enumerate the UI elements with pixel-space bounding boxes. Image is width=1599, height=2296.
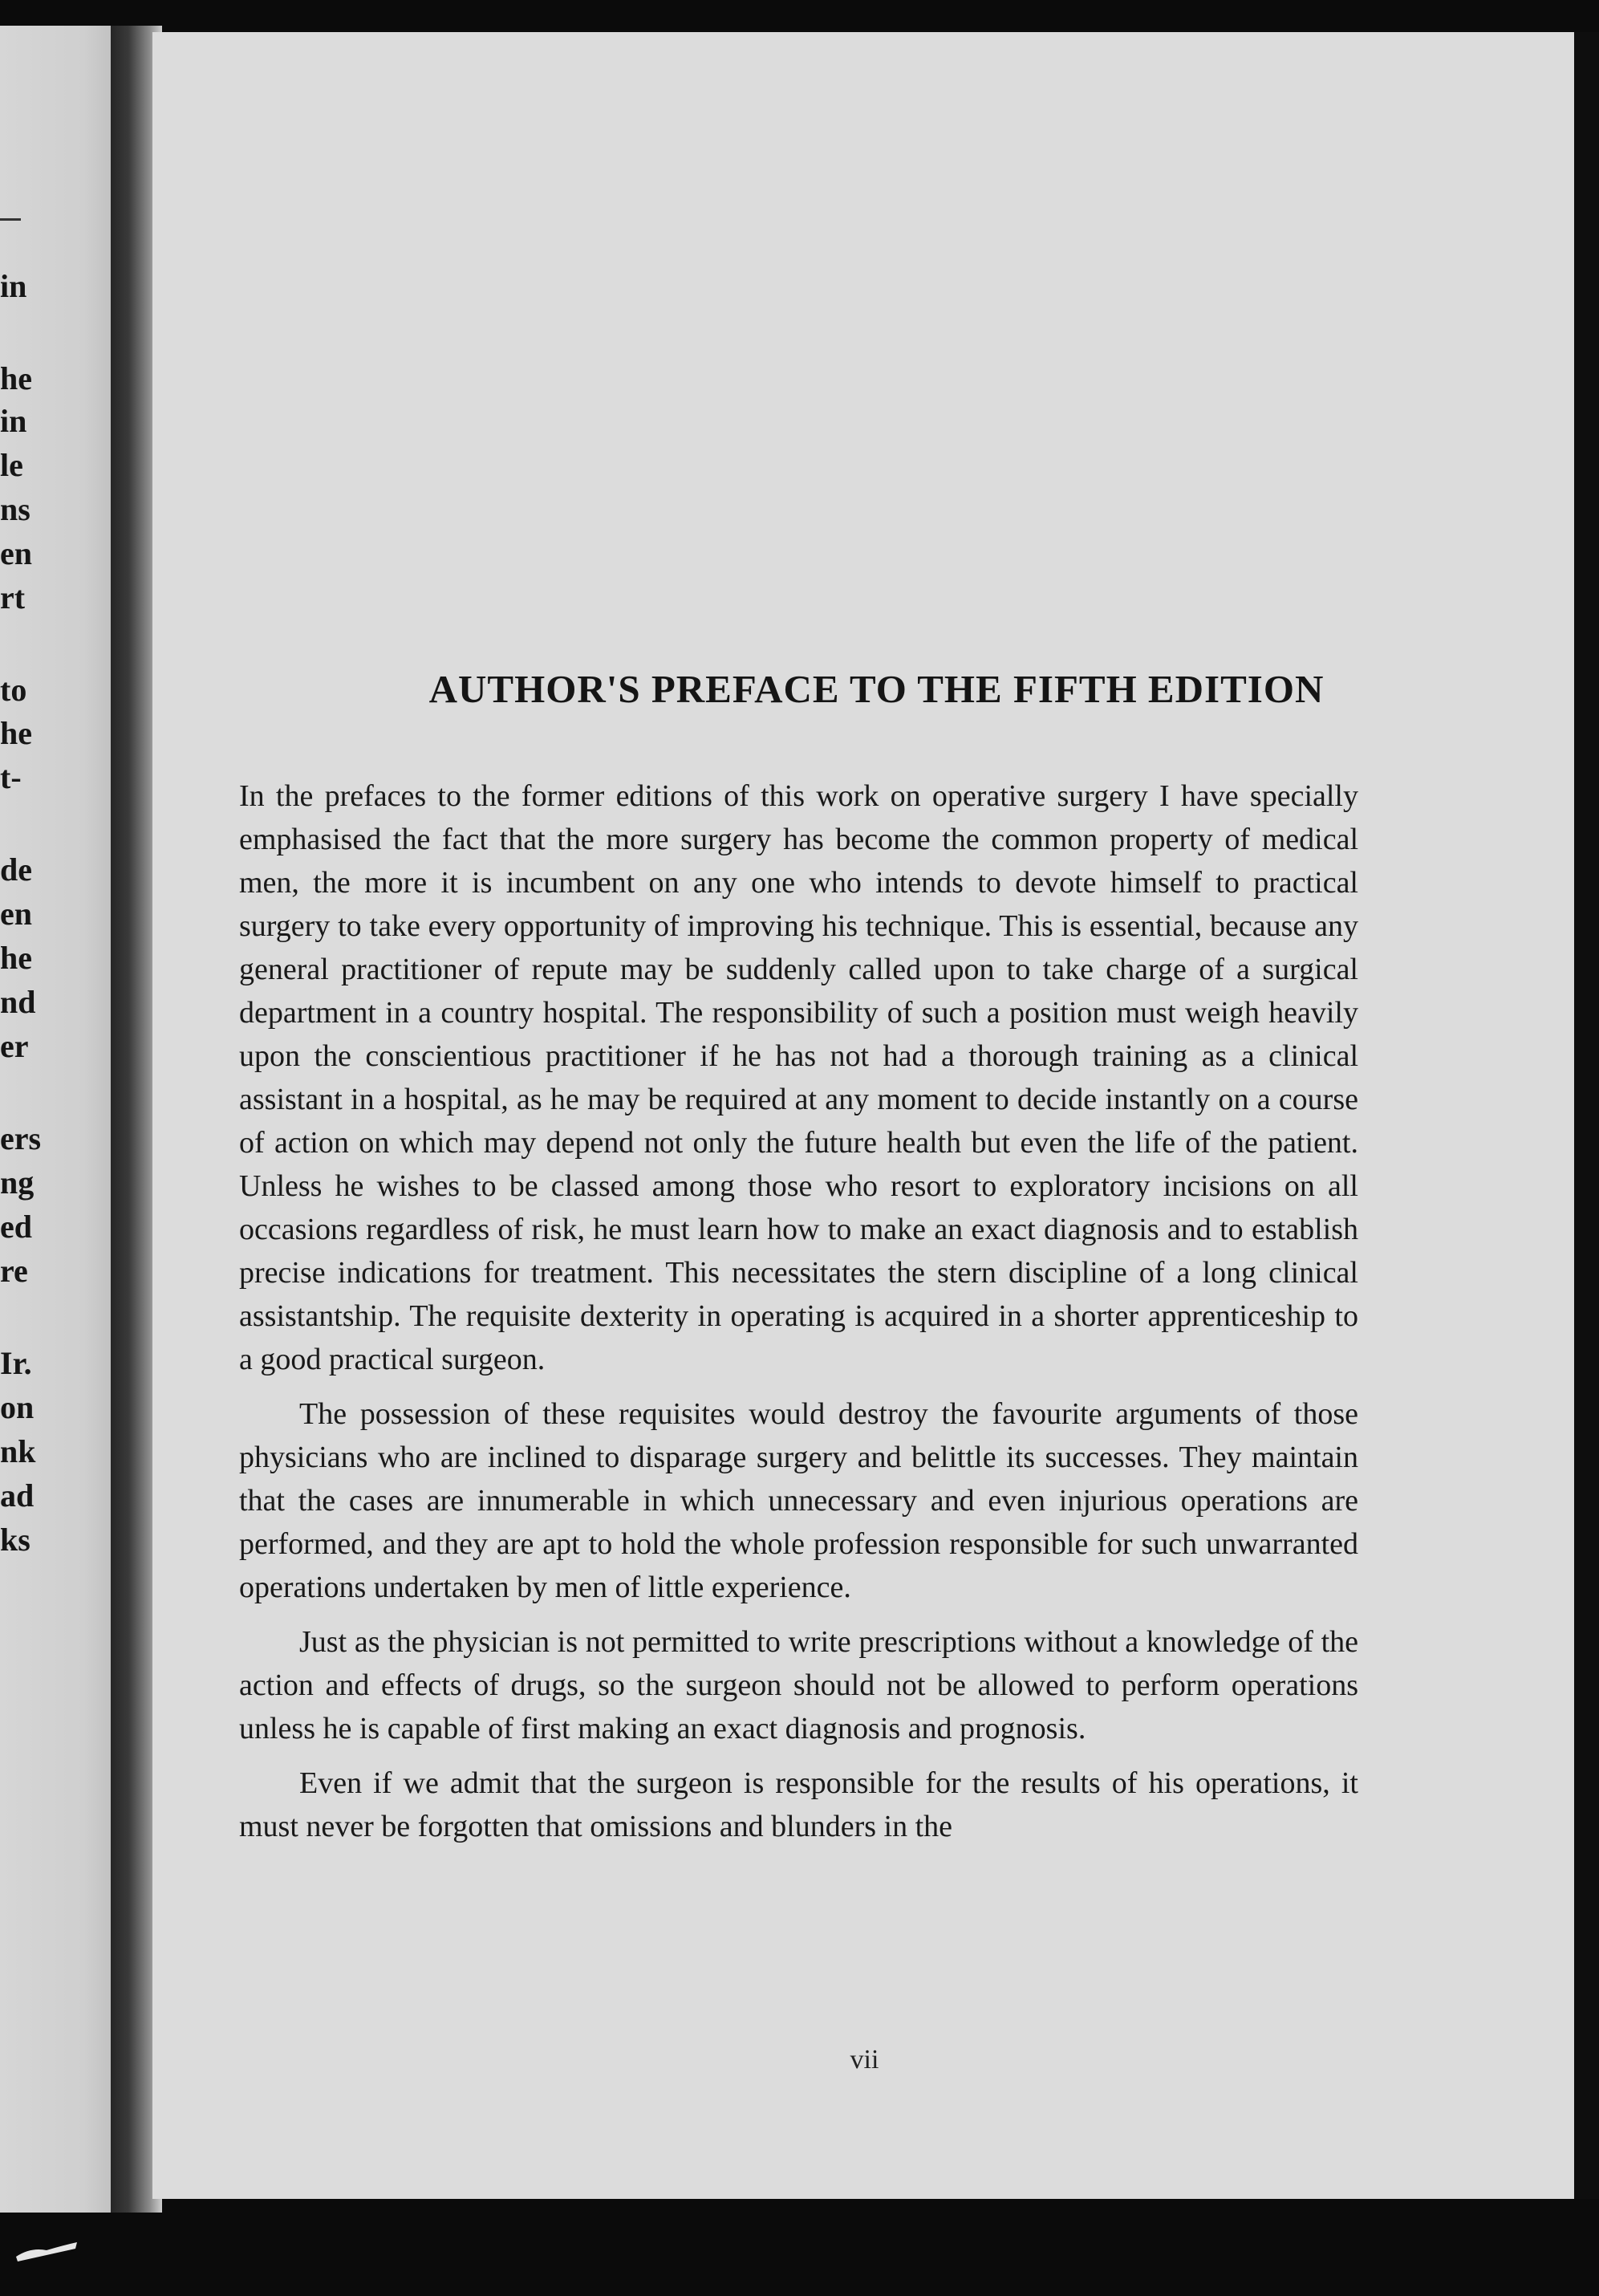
paragraph-3: Just as the physician is not permitted to write prescriptions without a knowledge of the action and effects of drugs, so the surgeon should not be allowed to perform operations unless he is capable of first making an exact diagnosis and prognosis. — [239, 1625, 1358, 1745]
page-number: vii — [850, 2045, 879, 2075]
left-page-fragment: to — [0, 672, 27, 708]
left-page-fragment: he — [0, 715, 32, 751]
left-page-fragment: en — [0, 896, 32, 932]
left-page-fragment: he — [0, 360, 32, 396]
left-page-fragment: en — [0, 535, 32, 571]
paper-clip-icon — [14, 2239, 79, 2263]
left-page-fragment: nk — [0, 1433, 36, 1469]
left-page-fragment: in — [0, 268, 27, 304]
left-page-fragment: t- — [0, 759, 22, 795]
left-page-rule — [0, 218, 21, 221]
left-page-fragment: Ir. — [0, 1345, 32, 1381]
left-page-fragment: ad — [0, 1477, 34, 1514]
paragraph-4: Even if we admit that the surgeon is responsible for the results of his operations, it must never be forgotten that omissions and blunders in the — [239, 1766, 1358, 1843]
left-page-fragment: de — [0, 851, 32, 888]
book-page — [152, 32, 1577, 2199]
left-page-edge — [0, 26, 120, 2213]
preface-body — [239, 774, 1358, 1859]
left-page-fragment: rt — [0, 579, 26, 616]
left-page-fragment: ks — [0, 1522, 30, 1558]
right-dark-edge — [1574, 32, 1599, 2199]
paragraph-2: The possession of these requisites would destroy the favourite arguments of those physicians who are inclined to disparage surgery and belittle its successes. They maintain that the cases are innumerable in which unnecessary and even injurious operations are performed, and they are apt to hold the whole profession responsible for such unwarranted operations undertaken by men of little experience. — [239, 1397, 1358, 1604]
left-page-fragment: on — [0, 1389, 34, 1425]
left-page-fragment: he — [0, 940, 32, 976]
left-page-fragment: le — [0, 447, 23, 483]
left-page-fragment: ns — [0, 491, 30, 527]
left-page-fragment: nd — [0, 984, 36, 1020]
left-page-fragment: in — [0, 403, 27, 439]
left-page-fragments — [0, 26, 120, 2213]
left-page-fragment: er — [0, 1028, 29, 1064]
left-page-fragment: ed — [0, 1209, 32, 1245]
paragraph-1: In the prefaces to the former editions of this work on operative surgery I have specially emphasised the fact that the more surgery has become the common property of medical men, the more it is incumbent on any one who intends to devote himself to practical surgery to take every opportunity of improving his technique. This is essential, because any general practitioner of repute may be suddenly called upon to take charge of a surgical department in a country hospital. The responsibility of such a position must weigh heavily upon the conscientious practitioner if he has not had a thorough training as a clinical assistant in a hospital, as he may be required at any moment to decide instantly on a course of action on which may depend not only the future health but even the life of the patient. Unless he wishes to be classed among those who resort to exploratory incisions on all occasions regardless of risk, he must learn how to make an exact diagnosis and to establish precise indications for treatment. This necessitates the stern discipline of a long clinical assistantship. The requisite dexterity in operating is acquired in a shorter apprenticeship to a good practical surgeon. — [239, 779, 1358, 1376]
left-page-fragment: ng — [0, 1164, 34, 1201]
left-page-fragment: ers — [0, 1120, 42, 1156]
left-page-fragment: re — [0, 1253, 28, 1289]
page-title: AUTHOR'S PREFACE TO THE FIFTH EDITION — [428, 667, 1325, 711]
